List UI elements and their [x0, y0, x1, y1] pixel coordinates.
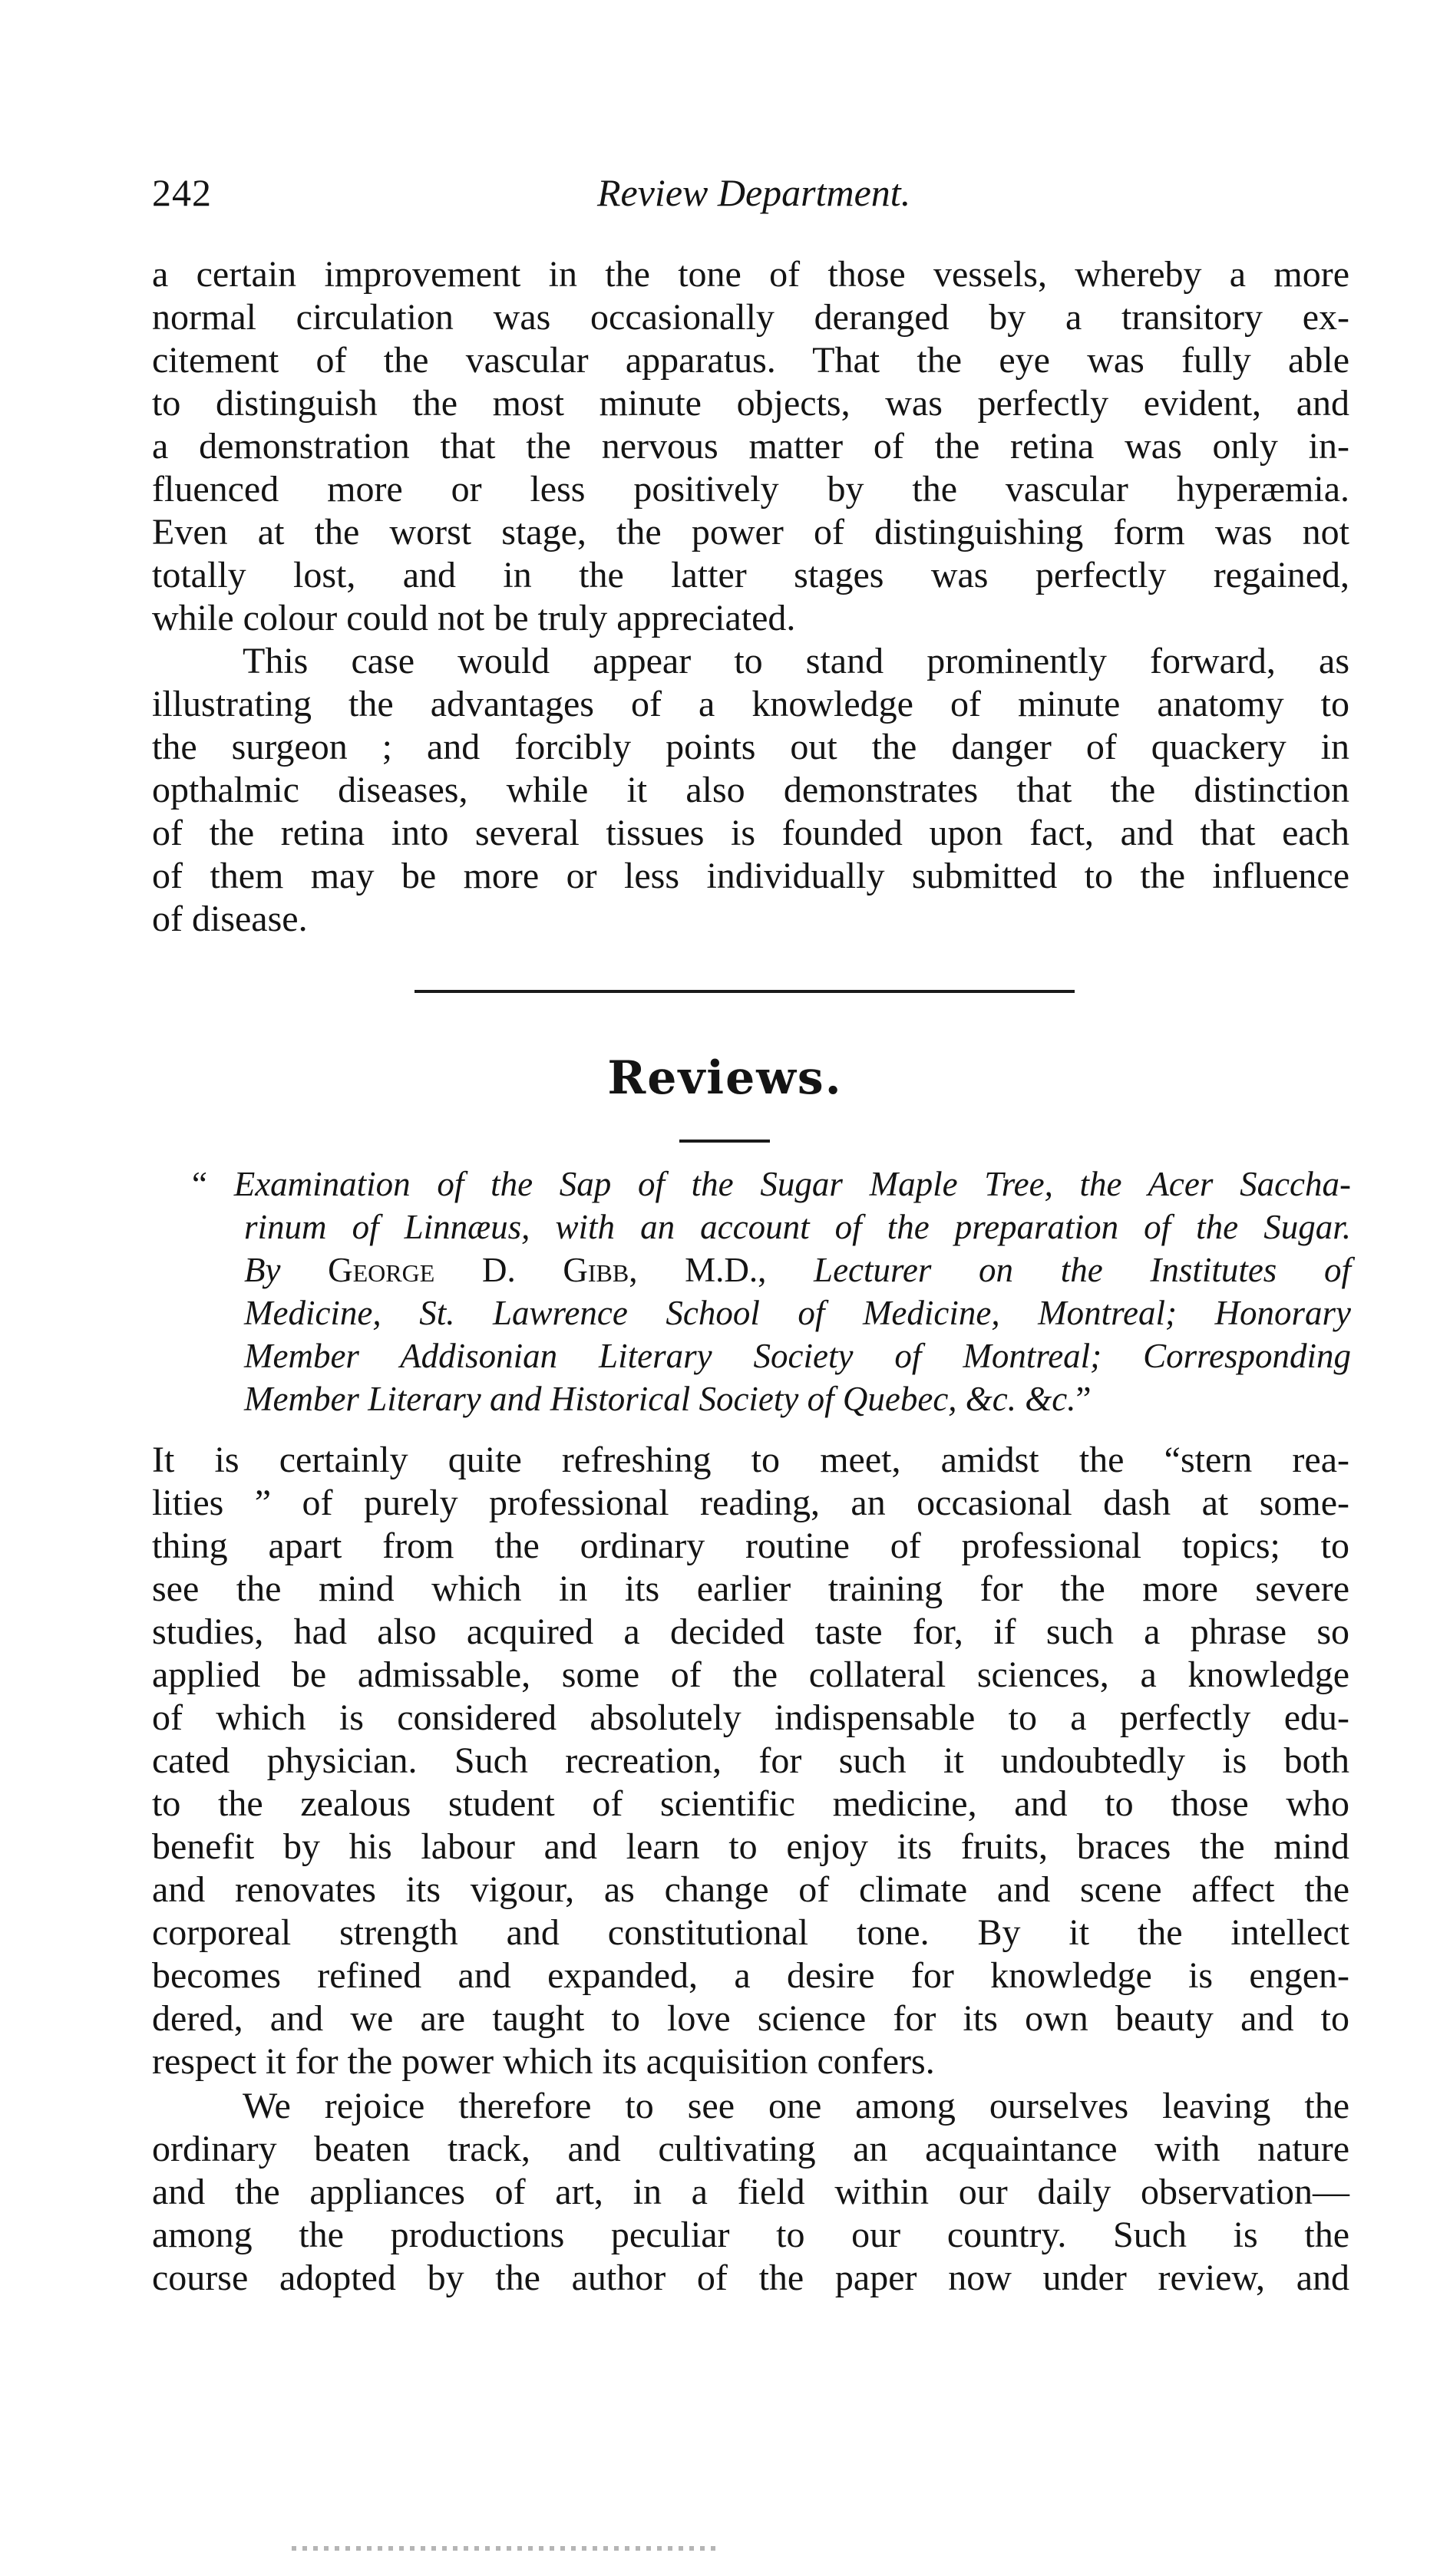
- text-line: see the mind which in its earlier training for the more severe: [152, 1568, 1349, 1609]
- text-line: and renovates its vigour, as change of climate and scene affect the: [152, 1869, 1349, 1910]
- citation-line: [154, 1163, 1351, 1206]
- citation-line: Medicine, St. Lawrence School of Medicine, Montreal; Honorary: [244, 1294, 1351, 1332]
- text-line: while colour could not be truly appreciated.: [152, 598, 796, 638]
- close-quote: ”: [1075, 1380, 1092, 1418]
- citation-line: [154, 1377, 1351, 1420]
- text-line: It is certainly quite refreshing to meet, amidst the “stern rea-: [152, 1440, 1349, 1480]
- text-line: totally lost, and in the latter stages was perfectly regained,: [152, 555, 1349, 595]
- paragraph-review-author: [152, 2085, 1349, 2300]
- text-line: the surgeon ; and forcibly points out the danger of quackery in: [152, 727, 1349, 767]
- text-line: We rejoice therefore to see one among ourselves leaving the: [243, 2086, 1349, 2126]
- text-line: fluenced more or less positively by the vascular hyperæmia.: [152, 469, 1349, 510]
- text-line: of disease.: [152, 899, 308, 939]
- text-line: benefit by his labour and learn to enjoy its fruits, braces the mind: [152, 1826, 1349, 1867]
- citation-author: George D. Gibb, M.D.,: [328, 1251, 767, 1289]
- heading-underline-rule: [679, 1140, 770, 1143]
- text-line: This case would appear to stand prominently forward, as: [243, 641, 1349, 681]
- paragraph-retina-case: [152, 253, 1349, 640]
- text-line: course adopted by the author of the paper now under review, and: [152, 2258, 1349, 2298]
- text-line: thing apart from the ordinary routine of professional topics; to: [152, 1525, 1349, 1566]
- text-line: and the appliances of art, in a field within our daily observation—: [152, 2172, 1349, 2212]
- open-quote: “: [192, 1165, 207, 1203]
- section-divider-rule: [415, 990, 1075, 993]
- citation-author-title: Lecturer on the Institutes of: [766, 1251, 1351, 1289]
- text-line: of them may be more or less individually submitted to the influence: [152, 856, 1349, 896]
- text-line: to distinguish the most minute objects, was perfectly evident, and: [152, 383, 1349, 424]
- text-line: of which is considered absolutely indispensable to a perfectly edu-: [152, 1697, 1349, 1738]
- text-line: citement of the vascular apparatus. That the eye was fully able: [152, 340, 1349, 381]
- text-line: Even at the worst stage, the power of distinguishing form was not: [152, 512, 1349, 552]
- text-line: opthalmic diseases, while it also demonstrates that the distinction: [152, 770, 1349, 810]
- text-line: dered, and we are taught to love science for its own beauty and to: [152, 1998, 1349, 2039]
- text-line: a certain improvement in the tone of those vessels, whereby a more: [152, 254, 1349, 295]
- citation-line: Member Addisonian Literary Society of Montreal; Corresponding: [244, 1337, 1351, 1375]
- text-line: to the zealous student of scientific medicine, and to those who: [152, 1783, 1349, 1824]
- text-line: lities ” of purely professional reading, an occasional dash at some-: [152, 1483, 1349, 1523]
- citation-last-line: Member Literary and Historical Society of Quebec, &c. &c.: [244, 1380, 1076, 1418]
- citation-line: [154, 1248, 1351, 1291]
- running-head: [152, 170, 1349, 224]
- text-line: becomes refined and expanded, a desire for knowledge is engen-: [152, 1955, 1349, 1996]
- text-line: cated physician. Such recreation, for such it undoubtedly is both: [152, 1740, 1349, 1781]
- paragraph-case-conclusion: [152, 640, 1349, 941]
- reviews-heading: Reviews.: [607, 1051, 843, 1105]
- section-title: Review Department.: [597, 171, 911, 214]
- review-citation: [154, 1163, 1351, 1420]
- text-line: a demonstration that the nervous matter of the retina was only in-: [152, 426, 1349, 467]
- citation-line: rinum of Linnæus, with an account of the preparation of the Sugar.: [244, 1208, 1351, 1246]
- footer-scan-marks: [292, 2546, 722, 2551]
- text-line: illustrating the advantages of a knowledge of minute anatomy to: [152, 684, 1349, 724]
- page-number: 242: [152, 171, 212, 214]
- text-line: applied be admissable, some of the collateral sciences, a knowledge: [152, 1654, 1349, 1695]
- text-line: corporeal strength and constitutional tone. By it the intellect: [152, 1912, 1349, 1953]
- text-line: respect it for the power which its acquisition confers.: [152, 2041, 935, 2082]
- text-line: ordinary beaten track, and cultivating an acquaintance with nature: [152, 2129, 1349, 2169]
- text-line: among the productions peculiar to our country. Such is the: [152, 2215, 1349, 2255]
- text-line: normal circulation was occasionally deranged by a transitory ex-: [152, 297, 1349, 338]
- citation-by: By: [244, 1251, 329, 1289]
- text-line: studies, had also acquired a decided taste for, if such a phrase so: [152, 1611, 1349, 1652]
- text-line: of the retina into several tissues is founded upon fact, and that each: [152, 813, 1349, 853]
- citation-title-line: Examination of the Sap of the Sugar Maple Tree, the Acer Saccha-: [233, 1165, 1351, 1203]
- paragraph-review-intro: [152, 1439, 1349, 2083]
